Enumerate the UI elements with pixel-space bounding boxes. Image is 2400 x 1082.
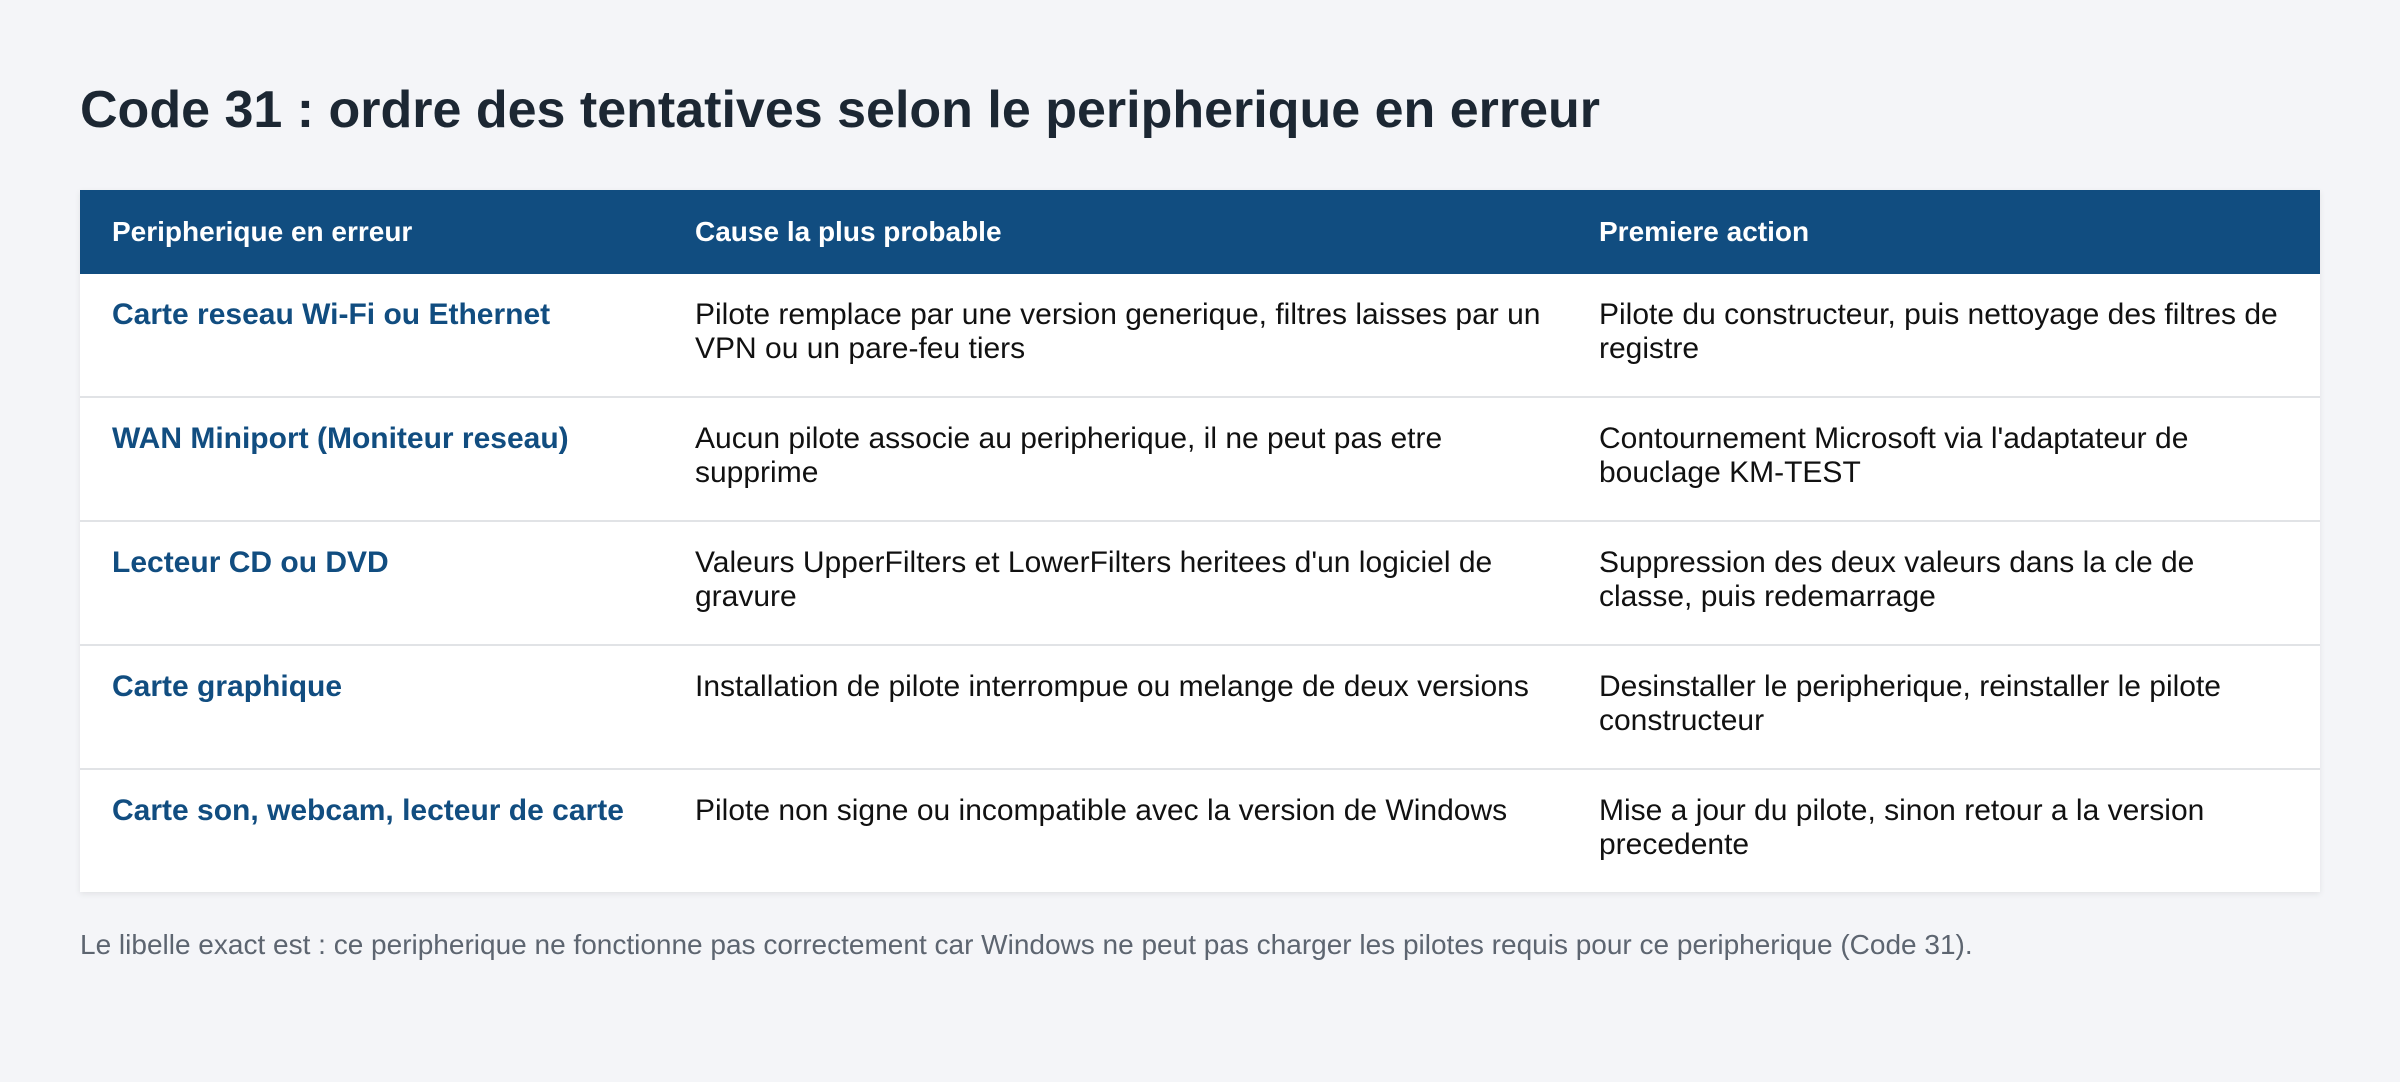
device-cell: Carte graphique	[80, 645, 663, 769]
action-cell: Suppression des deux valeurs dans la cle de classe, puis redemarrage	[1567, 521, 2320, 645]
header-action: Premiere action	[1599, 216, 1810, 247]
header-device: Peripherique en erreur	[112, 216, 413, 247]
table-row	[80, 397, 2320, 521]
action-cell: Contournement Microsoft via l'adaptateur de bouclage KM-TEST	[1567, 397, 2320, 521]
action-cell: Desinstaller le peripherique, reinstaller le pilote constructeur	[1567, 645, 2320, 769]
cause-cell: Valeurs UpperFilters et LowerFilters heritees d'un logiciel de gravure	[663, 521, 1567, 645]
table-row	[80, 769, 2320, 892]
cause-cell: Pilote remplace par une version generique, filtres laisses par un VPN ou un pare-feu tiers	[695, 298, 1541, 365]
action-cell: Mise a jour du pilote, sinon retour a la version precedente	[1567, 769, 2320, 892]
cause-cell: Pilote non signe ou incompatible avec la version de Windows	[663, 769, 1567, 892]
device-cell: Carte reseau Wi-Fi ou Ethernet	[112, 298, 551, 331]
table-row	[80, 521, 2320, 645]
table-row	[80, 645, 2320, 769]
table-header	[80, 190, 2320, 274]
table-body	[80, 274, 2320, 892]
header-row	[80, 190, 2320, 274]
device-cell: Lecteur CD ou DVD	[80, 521, 663, 645]
cause-cell: Installation de pilote interrompue ou melange de deux versions	[663, 645, 1567, 769]
footnote: Le libelle exact est : ce peripherique ne fonctionne pas correctement car Windows ne peut pas charger les pilotes requis pour ce peripherique (Code 31).	[80, 929, 1973, 960]
cause-cell: Aucun pilote associe au peripherique, il ne peut pas etre supprime	[663, 397, 1567, 521]
table-row	[80, 274, 2320, 397]
code31-table	[80, 190, 2320, 892]
page	[80, 0, 2320, 990]
action-cell: Pilote du constructeur, puis nettoyage des filtres de registre	[1599, 298, 2278, 365]
table-container	[80, 190, 2320, 892]
device-cell: WAN Miniport (Moniteur reseau)	[80, 397, 663, 521]
device-cell: Carte son, webcam, lecteur de carte	[80, 769, 663, 892]
header-cause: Cause la plus probable	[695, 216, 1002, 247]
page-title: Code 31 : ordre des tentatives selon le peripherique en erreur	[80, 81, 1601, 139]
